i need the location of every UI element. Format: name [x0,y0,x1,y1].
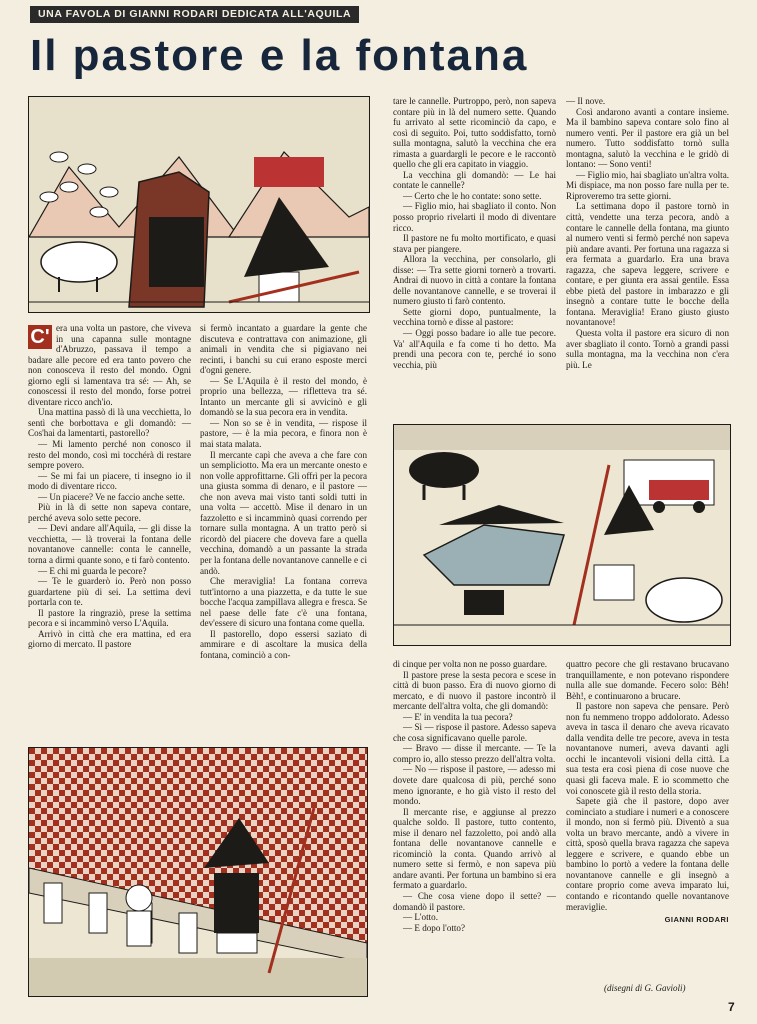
paragraph: Il pastore la ringraziò, prese la settima pecora e si incamminò verso L'Aquila. [28,607,191,629]
paragraph: Questa volta il pastore era sicuro di non aver sbagliato il conto. Tornò a grandi passi sulla montagna, ma la vecchina non c'era più. Le [566,328,729,370]
paragraph: — E dopo l'otto? [403,922,466,933]
paragraph: Che meraviglia! La fontana correva tutt'intorno a una piazzetta, e da tutte le sue bocche l'acqua zampillava allegra e fresca. Se nel paese delle fate c'è una fontana, dev'essere di sicuro una fontana come quella. [200,576,367,629]
paragraph: — Un piacere? Ve ne faccio anche sette. [38,491,185,502]
paragraph: — Mi lamento perché non conosco il resto del mondo, così mi tocchérà di restare sempre povero. [28,439,191,471]
paragraph: — Che cosa viene dopo il sette? — domandò il pastore. [393,891,556,912]
paragraph: — E' in vendita la tua pecora? [403,711,513,722]
text-column-3-bottom [393,659,556,995]
text-column-4-bottom [566,659,729,979]
paragraph: Arrivò in città che era mattina, ed era giorno di mercato. Il pastore [28,628,191,650]
paragraph: Il pastorello, dopo essersi saziato di ammirare e di ascoltare la musica della fontana, cominciò a con- [200,628,367,660]
paragraph: — Figlio mio, hai sbagliato il conto. Non posso proprio rivelarti il modo di diventare ricco. [393,201,556,233]
text-column-4-top [566,96,729,412]
paragraph: Il mercante capì che aveva a che fare con un sempliciotto. Ma era un mercante onesto e non volle approfittarne. Gli offrì per la pecora una giusta somma di denaro, e il pastore — che non aveva mai visto tanti soldi tutti in una volta — accettò. Mise il denaro in un fazzoletto e si incamminò quasi correndo per tornare sulla montagna. A un tratto però si ricordò del piacere che doveva fare a quella vecchina, domandò a un passante la strada per la fontana delle novantanove cannelle e ci andò. [200,449,367,576]
illustration-shepherd-and-old-woman [28,96,370,313]
paragraph: La settimana dopo il pastore tornò in città, vendette una terza pecora, andò a contare le cannelle della fontana, ma giunto al numero venti si fermò perché non sapeva più andare avanti. Per fortuna una ragazza si era fermata a guardarlo. Era una brava ragazza, che sapeva leggere, scrivere e contare, e per giunta era assai gentile. Essa ebbe pietà del pastore in imbarazzo e gli insegnò a contare tutte le bocche della fontana. Meraviglia! Erano giusto giusto novantanove! [566,201,729,328]
paragraph: — E chi mi guarda le pecore? [38,565,147,576]
paragraph: La vecchina gli domandò: — Le hai contate le cannelle? [393,169,556,191]
paragraph: Sapete già che il pastore, dopo aver cominciato a studiare i numeri e a conoscere il mondo, non si fermò più. Diventò a sua volta un bravo mercante, andò a vivere in città, sposò quella brava ragazza che sapeva leggere e scrivere, e quando ebbe un bambino lo portò a vedere la fontana delle novantanove cannelle e gli insegnò a contare proprio come aveva imparato lui, contando e ricontando quelle novantanove meraviglie. [566,796,729,912]
text-column-1 [28,323,191,721]
paragraph: — Te le guarderò io. Però non posso guardartene più di sei. La settima devi portarla con te. [28,576,191,608]
paragraph: Più in là di sette non sapeva contare, perché aveva solo sette pecore. [28,502,191,523]
text-column-3-top [393,96,556,412]
paragraph: — L'otto. [403,912,438,923]
child-figure [126,885,152,946]
paragraph: Il pastore non sapeva che pensare. Però non fu nemmeno troppo addolorato. Adesso aveva in tasca il denaro che aveva ricavato dalla vendita delle tre pecore, aveva in testa novantanove numeri, aveva davanti agli occhi le incantevoli visioni della città. La sua testa era così piena di cose nuove che quasi gli faceva male. E io scommetto che voi conoscete già il resto della storia. [566,701,729,796]
paragraph: — Non so se è in vendita, — rispose il pastore, — è la mia pecora, e finora non è mai stata malata. [200,417,367,450]
sheep-icon [646,578,722,622]
illustration-fountain [28,747,368,997]
illustration-market-scene [393,424,731,646]
paragraph: Una mattina passò di là una vecchietta, lo sentì che borbottava e gli domandò: — Cos'hai da lamentarti, pastorello? [28,407,191,439]
kicker-banner: UNA FAVOLA DI GIANNI RODARI DEDICATA ALL'AQUILA [30,6,359,23]
paragraph: di cinque per volta non ne posso guardare. [393,659,548,669]
paragraph: — Se mi fai un piacere, ti insegno io il modo di diventare ricco. [28,470,191,492]
text-column-2 [200,323,367,721]
paragraph: — Sì — rispose il pastore. Adesso sapeva che cosa significavano quelle parole. [393,722,556,743]
paragraph: Allora la vecchina, per consolarlo, gli disse: — Tra sette giorni tornerò a trovarti. Andrai di nuovo in città a contare la fontana delle novantanove cannelle, e se troverai il numero giusto ti farò contento. [393,254,556,307]
paragraph: — Se L'Aquila è il resto del mondo, è proprio una bellezza, — rifletteva tra sé. Intanto un mercante gli si avvicinò e gli domandò se la sua pecora era in vendita. [200,375,367,418]
page-number: 7 [728,1000,735,1014]
paragraph: — Oggi posso badare io alle tue pecore. Va' all'Aquila e fa come ti ho detto. Ma prendi una pecora con te, perché io sono vecchia, più [393,328,556,370]
paragraph: Il mercante rise, e aggiunse al prezzo qualche soldo. Il pastore, tutto contento, mise il denaro nel fazzoletto, poi andò alla fontana delle novantanove cannelle e ricominciò la conta. Quando arrivò al numero sette si fermò, e non sapeva più andare avanti. Per fortuna un bambino si era fermato a guardarlo. [393,806,556,891]
paragraph: — Figlio mio, hai sbagliato un'altra volta. Mi dispiace, ma non posso fare nulla per te. Riproveremo tra sette giorni. [566,169,729,201]
page-title: Il pastore e la fontana [30,31,529,80]
paragraph: Il pastore prese la sesta pecora e scese in città di buon passo. Era di nuovo giorno di mercato, e di nuovo il pastore incontrò il mercante dell'altra volta, che gli domandò: [393,669,556,712]
paragraph: — Il nove. [566,96,606,106]
paragraph: Così andarono avanti a contare insieme. Ma il bambino sapeva contare solo fino al numero venti. Per il pastore era già un bel numero. Tutto soddisfatto tornò sulla montagna, salutò la vecchina e le gridò di lontano: — Sono venti! [566,106,729,170]
paragraph: C' era una volta un pastore, che viveva in una capanna sulle montagne d'Abruzzo, passava il tempo a badare alle pecore ed era tanto povero che non conosceva il resto del mondo. Ogni giorno egli si lamentava tra sé: — Ah, se conoscessi il resto del mondo, forse potrei diventare ricco anch'io. [28,323,191,407]
author-signature: GIANNI RODARI [664,915,729,925]
paragraph: quattro pecore che gli restavano brucavano tranquillamente, e non potevano rispondere nulla alle sue domande. Fecero solo: Bèh! Bèh!, e continuarono a brucare. [566,659,729,701]
drop-cap: C' [28,325,52,349]
paragraph: — Bravo — disse il mercante. — Te la compro io, allo stesso prezzo dell'altra volta. [393,743,556,764]
paragraph: tare le cannelle. Purtroppo, però, non sapeva contare più in là del numero sette. Quando fu arrivato al sette ricominciò da capo, e così di seguito. Poi, tutto soddisfatto, tornò sulla montagna, salutò la vecchina che era rimasta a guardargli le pecore e le raccontò quello che gli era capitato in viaggio. [393,96,556,170]
paragraph: si fermò incantato a guardare la gente che discuteva e contrattava con animazione, gli animali in vendita che si pigiavano nei recinti, i banchi su cui erano esposte merci d'ogni genere. [200,323,367,376]
paragraph: Sette giorni dopo, puntualmente, la vecchina tornò e disse al pastore: [393,306,556,328]
paragraph: — Devi andare all'Aquila, — gli disse la vecchietta, — là troverai la fontana delle novantanove cannelle: conta le cannelle, torna a dirmi quante sono, e ti farò contento. [28,523,191,566]
paragraph: Il pastore ne fu molto mortificato, e quasi stava per piangere. [393,233,556,254]
paragraph: — No — rispose il pastore, — adesso mi dovete dare qualcosa di più, perché sono meno ignorante, e ho già visto il resto del mondo. [393,764,556,807]
paragraph: — Certo che le ho contate: sono sette. [403,190,542,201]
illustration-credit: (disegni di G. Gavioli) [604,983,686,993]
